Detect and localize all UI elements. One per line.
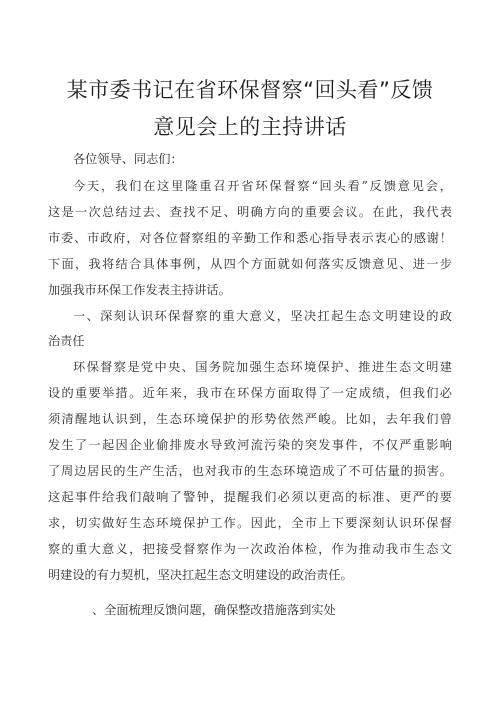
- paragraph-2-line-5: 了周边居民的生产生活，也对我市的生态环境造成了不可估量的损害。: [48, 464, 452, 478]
- paragraph-1-line-1: 今天，我们在这里隆重召开省环保督察“回头看”反馈意见会，: [73, 179, 452, 193]
- paragraph-2-line-3: 须清醒地认识到，生态环境保护的形势依然严峻。比如，去年我们曾: [48, 412, 452, 426]
- paragraph-1-line-2: 这是一次总结过去、查找不足、明确方向的重要会议。在此，我代表: [48, 205, 452, 219]
- paragraph-2-line-8: 察的重大意义，把接受督察作为一次政治体检，作为推动我市生态文: [48, 542, 452, 556]
- paragraph-2-line-9: 明建设的有力契机，坚决扛起生态文明建设的政治责任。: [48, 568, 353, 582]
- paragraph-2-line-4: 发生了一起因企业偷排废水导致河流污染的突发事件，不仅严重影响: [48, 438, 452, 452]
- paragraph-1-line-3: 市委、市政府，对各位督察组的辛勤工作和悉心指导表示衷心的感谢！: [48, 231, 452, 245]
- paragraph-2-line-1: 环保督察是党中央、国务院加强生态环境保护、推进生态文明建: [73, 360, 452, 374]
- section-heading-2: 、全面梳理反馈问题，确保整改措施落到实处: [92, 603, 336, 617]
- section-heading-1-line-1: 一、深刻认识环保督察的重大意义，坚决扛起生态文明建设的政: [73, 309, 452, 323]
- salutation: 各位领导、同志们：: [73, 152, 183, 166]
- document-title-line-1: 某市委书记在省环保督察“回头看”反馈: [66, 78, 434, 102]
- section-heading-1-line-2: 治责任: [48, 334, 85, 348]
- paragraph-1-line-5: 加强我市环保工作发表主持讲话。: [48, 283, 231, 297]
- paragraph-1-line-4: 下面，我将结合具体事例，从四个方面就如何落实反馈意见、进一步: [48, 257, 452, 271]
- document-title-line-2: 意见会上的主持讲话: [153, 115, 347, 139]
- paragraph-2-line-2: 设的重要举措。近年来，我市在环保方面取得了一定成绩，但我们必: [48, 386, 452, 400]
- paragraph-2-line-6: 这起事件给我们敲响了警钟，提醒我们必须以更高的标准、更严的要: [48, 490, 452, 504]
- paragraph-2-line-7: 求，切实做好生态环境保护工作。因此，全市上下要深刻认识环保督: [48, 516, 452, 530]
